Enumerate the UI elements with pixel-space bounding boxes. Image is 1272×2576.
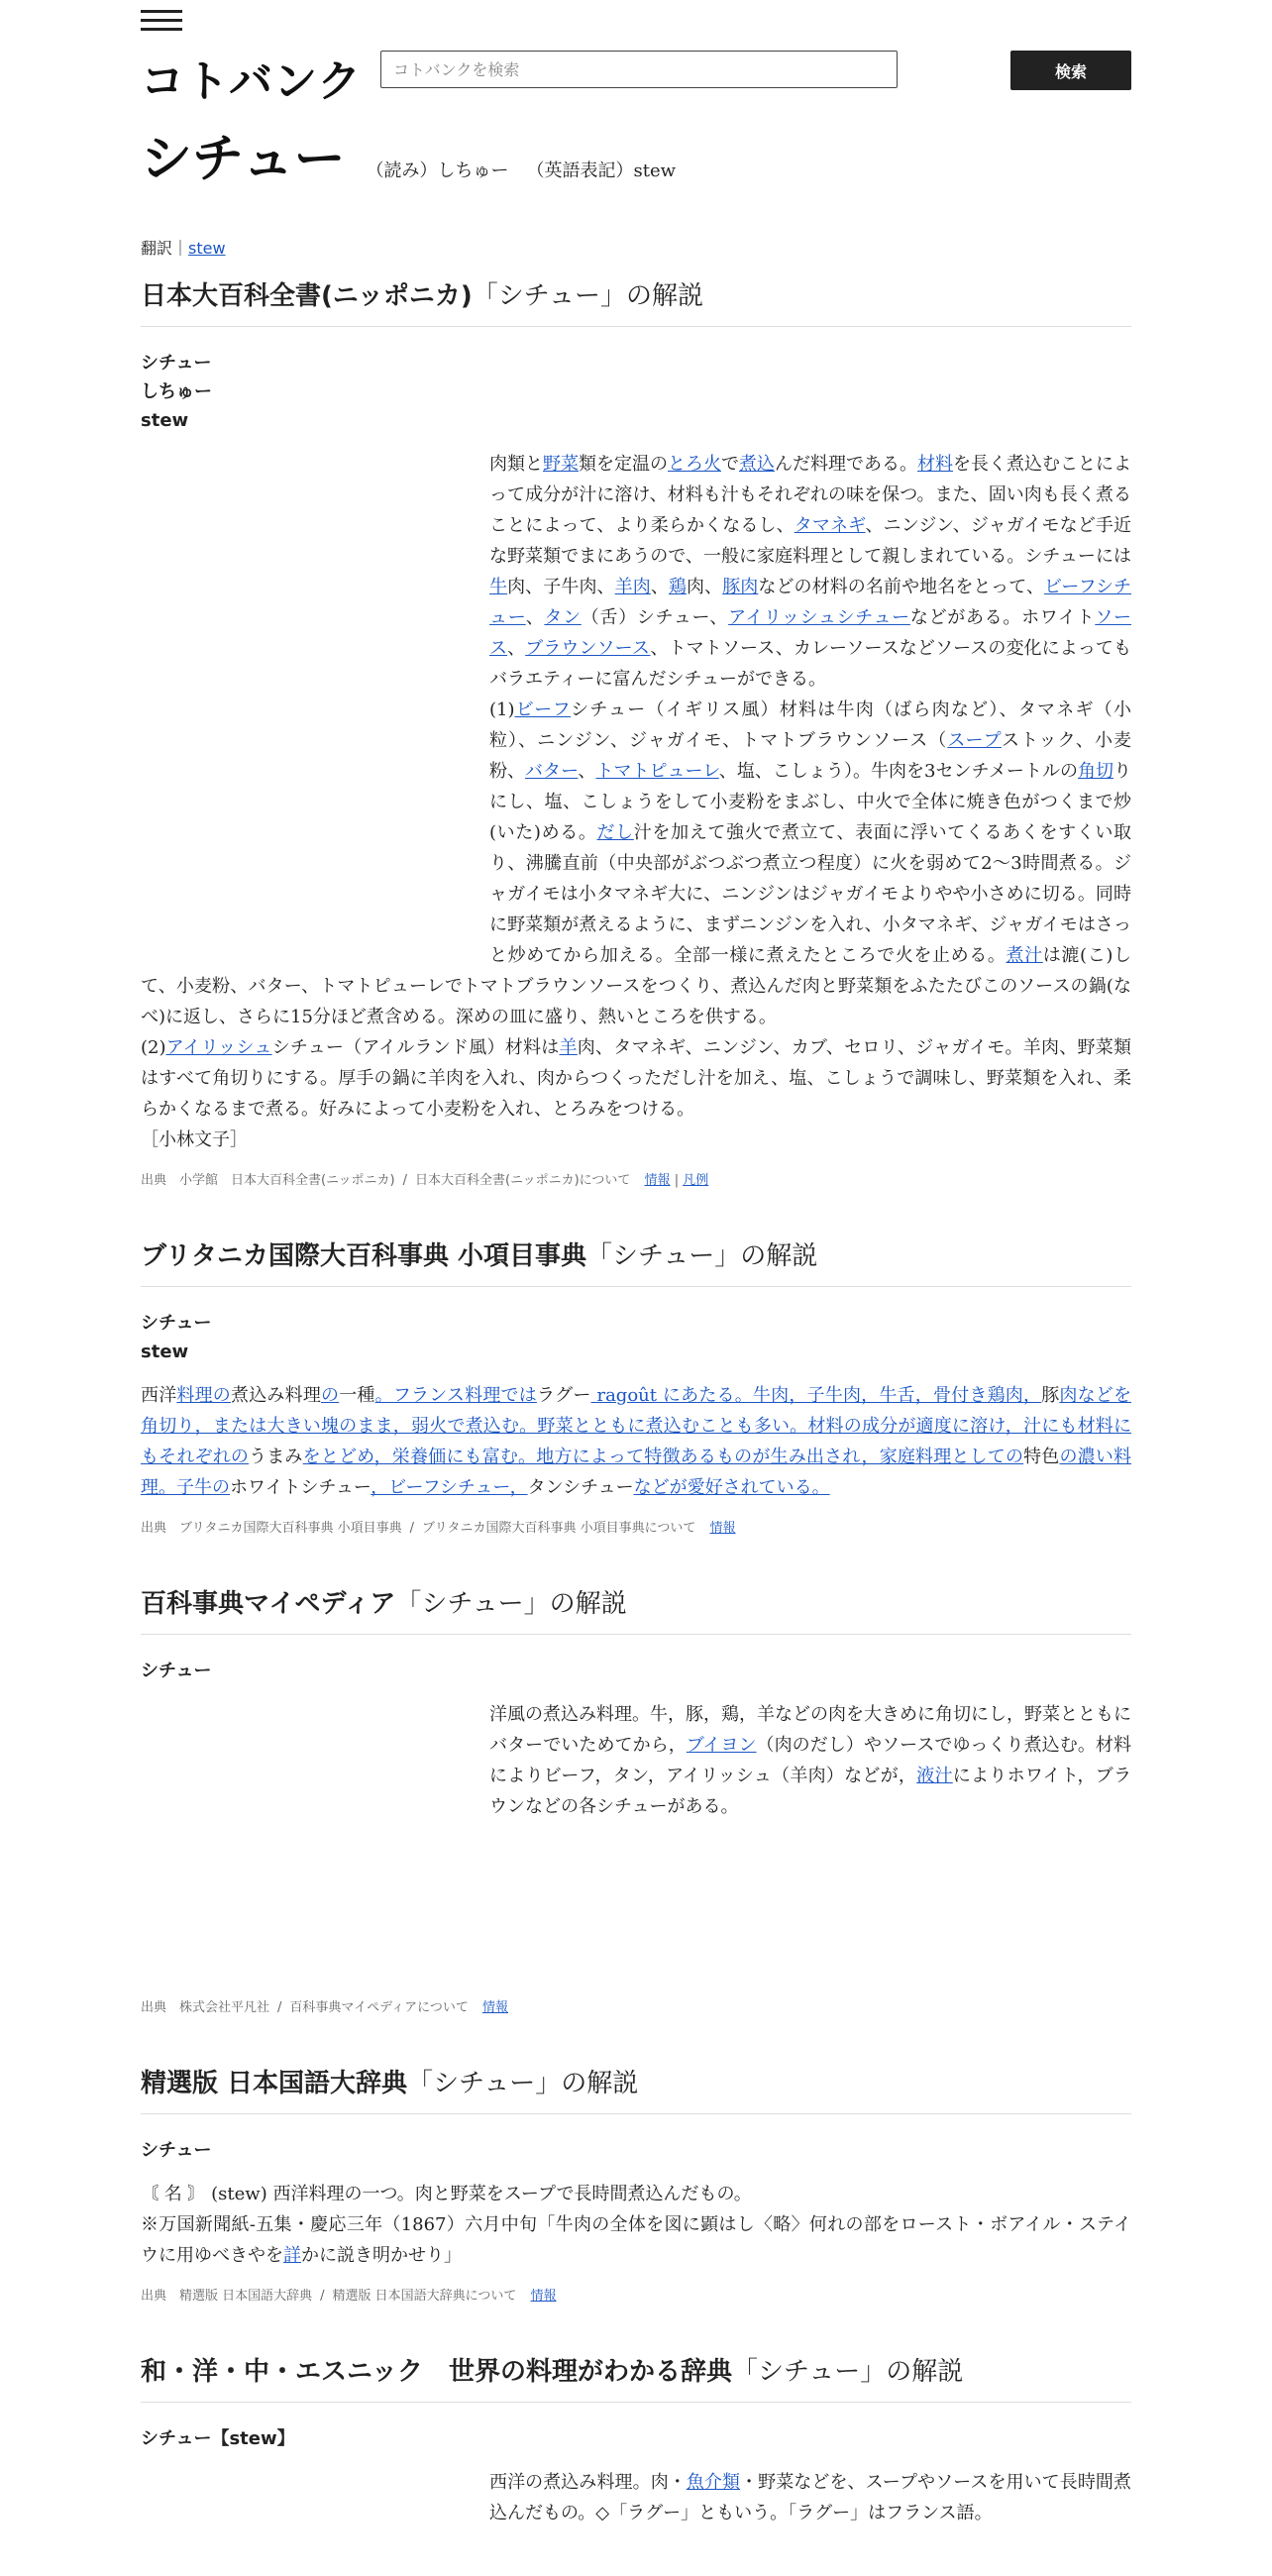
text-run: 西洋 [141,1385,177,1406]
section-heading [141,1235,1131,1287]
text-run: 西洋の煮込み料理。肉・ [489,2472,687,2493]
term-link[interactable]: 料理の [176,1385,232,1406]
entry-head: シチュー【stew】 [141,2428,295,2449]
term-link[interactable]: だし [596,822,634,843]
section-mypedia [141,1583,1131,2015]
term-link[interactable]: の濃い料理。子牛の [141,1447,1132,1498]
text-run: (2) [141,1037,166,1058]
entry-head: シチュー [141,353,212,374]
entry-body [141,1699,1131,1822]
text-run: （肉のだし）やソースでゆっくり煮込む。材料によりビーフ，タン，アイリッシュ（羊肉）などが， [489,1735,1131,1786]
term-link[interactable]: ragoût にあたる。牛肉，子牛肉，牛舌，骨付き鶏肉， [590,1385,1042,1406]
menu-icon[interactable] [141,10,182,32]
info-link[interactable]: 情報 [644,1173,671,1188]
title-row [141,117,693,191]
entry-body [141,2179,1131,2271]
text-run: かに説き明かせり」 [301,2245,462,2266]
info-link[interactable]: 情報 [530,2289,557,2304]
ad-space [141,449,489,964]
reading-kana: （読み）しちゅー [366,161,509,181]
text-run: ラグー [536,1385,591,1406]
entry-body [141,1380,1131,1503]
text-run: などの材料の名前や地名をとって、 [758,577,1045,597]
term-link[interactable]: ビーフ [514,699,572,720]
section-kokugo [141,2063,1131,2304]
section-dict-name: 和・洋・中・エスニック 世界の料理がわかる辞典 [141,2357,732,2387]
source-name: 出典 精選版 日本国語大辞典 [141,2289,313,2304]
text-run: 豚 [1041,1385,1060,1406]
term-link[interactable]: 羊肉 [614,577,651,597]
term-link[interactable]: 羊 [559,1037,578,1058]
search-input[interactable] [380,51,898,88]
section-heading [141,2351,1131,2403]
author: ［小林文子］ [141,1129,248,1150]
text-run: タンシチュー [527,1477,634,1498]
source-about: 精選版 日本国語大辞典について [332,2289,517,2304]
entry-head-english: stew [141,410,189,431]
source-about: 日本大百科全書(ニッポニカ)について [415,1173,631,1188]
text-run: ・野菜などを、スープやソースを用いて長時間煮込んだもの。◇「ラグー」ともいう。「ラグー」はフランス語。 [489,2472,1131,2523]
entry-heads [141,1657,1131,1685]
term-link[interactable]: とろ火 [668,454,721,475]
entry-heads [141,2424,1131,2453]
term-link[interactable]: 野菜 [543,454,579,475]
separator: | [674,1173,680,1188]
term-link[interactable]: 詳 [283,2245,301,2266]
info-link[interactable]: 情報 [709,1521,736,1536]
ad-space [141,2467,489,2546]
section-dict-name: ブリタニカ国際大百科事典 小項目事典 [141,1241,587,1271]
term-link[interactable]: 液汁 [916,1766,953,1786]
translate-link[interactable]: stew [188,239,226,258]
section-world-cuisine [141,2351,1131,2528]
english-notation: （英語表記）stew [526,161,677,181]
site-logo[interactable]: コトバンク [141,56,363,107]
text-run: を長く煮込むことによって成分が汁に溶け、材料も汁もそれぞれの味を保つ。また、固い肉も長く煮ることによって、より柔らかくなるし、 [489,454,1131,536]
text-run: 、 [525,607,545,628]
term-link[interactable]: ，ビーフシチュー， [371,1477,528,1498]
source-line: 出典 小学館 日本大百科全書(ニッポニカ) / 日本大百科全書(ニッポニカ)について 情報 | 凡例 [141,1173,709,1188]
entry-head-reading: しちゅー [141,381,212,402]
term-link[interactable]: アイリッシュ [165,1037,272,1058]
text-run: 肉、 [687,577,723,597]
source-line: 出典 株式会社平凡社 / 百科事典マイペディアについて 情報 [141,2000,509,2015]
term-link[interactable]: ソース [489,607,1132,659]
text-run: 、 [507,638,526,659]
example-link[interactable]: 凡例 [683,1173,709,1188]
section-heading [141,2063,1131,2114]
text-run: 類を定温の [579,454,668,475]
text-run: (1) [489,699,515,720]
text-run: ホワイトシチュー [230,1477,371,1498]
term-link[interactable]: ビーフシチュー [489,577,1132,628]
section-dict-name: 日本大百科全書(ニッポニカ) [141,281,473,311]
text-run: 洋風の煮込み料理。牛，豚，鶏，羊などの肉を大きめに角切にし，野菜とともにバターでいためてから， [489,1704,1131,1756]
term-link[interactable]: 魚介類 [686,2472,741,2493]
term-link[interactable]: の [321,1385,340,1406]
term-link[interactable]: タマネギ [794,515,866,536]
source-name: 出典 株式会社平凡社 [141,2000,270,2015]
entry-heads [141,2136,1131,2165]
text-run: 肉、子牛肉、 [507,577,615,597]
section-suffix: 「シチュー」の解説 [731,2357,964,2387]
term-link[interactable]: 牛 [489,577,508,597]
text-run: 、ニンジン、ジャガイモなど手近な野菜類でまにあうので、一般に家庭料理として親しまれている。シチューには [489,515,1131,567]
section-heading [141,1583,1131,1635]
section-suffix: 「シチュー」の解説 [586,1241,818,1271]
term-link[interactable]: バター [525,761,579,782]
term-link[interactable]: ブイヨン [686,1735,757,1756]
text-run: で [721,454,739,475]
search-button[interactable]: 検索 [1010,51,1131,90]
entry-body [141,2467,1131,2528]
section-suffix: 「シチュー」の解説 [407,2069,639,2098]
source-line: 出典 精選版 日本国語大辞典 / 精選版 日本国語大辞典について 情報 [141,2289,557,2304]
entry-heads [141,1309,1131,1366]
text-run: シチュー（イギリス風）材料は牛肉（ばら肉など）、タマネギ（小粒）、ニンジン、ジャガイモ、トマトブラウンソース（ [489,699,1131,751]
text-run: りにし、塩、こしょうをして小麦粉をまぶし、中火で全体に焼き色がつくまで炒(いた)める。 [489,761,1132,843]
term-link[interactable]: アイリッシュシチュー [728,607,910,628]
paragraph [141,1032,1131,1125]
term-link[interactable]: 鶏 [668,577,687,597]
section-dict-name: 精選版 日本国語大辞典 [141,2069,408,2098]
text-run: （舌）シチュー、 [581,607,729,628]
translate-label: 翻訳｜ [141,239,189,258]
term-link[interactable]: などが愛好されている。 [633,1477,830,1498]
text-run: 、トマトソース、カレーソースなどソースの変化によってもバラエティーに富んだシチューができる。 [489,638,1132,690]
section-britannica [141,1235,1131,1536]
source-line: 出典 ブリタニカ国際大百科事典 小項目事典 / ブリタニカ国際大百科事典 小項目事典について 情報 [141,1521,736,1536]
paragraph [141,2209,1131,2271]
section-suffix: 「シチュー」の解説 [395,1589,627,1619]
text-run: 、 [650,577,669,597]
text-run: 、塩、こしょう）。牛肉を3センチメートルの [718,761,1078,782]
info-link[interactable]: 情報 [482,2000,509,2015]
text-run: によりホワイト，ブラウンなどの各シチューがある。 [489,1766,1132,1817]
term-link[interactable]: 材料 [917,454,953,475]
text-run: などがある。ホワイト [909,607,1096,628]
section-suffix: 「シチュー」の解説 [472,281,703,311]
content [141,275,1131,2576]
entry-head: シチュー [141,1313,212,1334]
text-run: 特色 [1023,1447,1060,1467]
text-run: 肉、タマネギ、ニンジン、カブ、セロリ、ジャガイモ。羊肉、野菜類はすべて角切りにする。厚手の鍋に羊肉を入れ、肉からつくっただし汁を加え、塩、こしょうで調味し、野菜類を入れ、柔らかくなるまで煮る。好みによって小麦粉を入れ、とろみをつける。 [141,1037,1131,1120]
entry-body [141,449,1131,1155]
page-title: シチュー [141,130,346,189]
text-run: 汁を加えて強火で煮立て、表面に浮いてくるあくをすくい取り、沸騰直前（中央部がぶつぶつ煮立つ程度）に火を弱めて2～3時間煮る。ジャガイモは小タマネギ大に、ニンジンはジャガイモよりやや小さめに切る。同時に野菜類が煮えるように、まずニンジンを入れ、小タマネギ、ジャガイモはさっと炒めてから加える。全部一様に煮えたところで火を止める。 [489,822,1132,966]
term-link[interactable]: をとどめ，栄養価にも富む。地方によって特徴あるものが生み出され，家庭料理としての [302,1447,1024,1467]
paragraph: 〘 名 〙 (stew) 西洋料理の一つ。肉と野菜をスープで長時間煮込んだもの。 [141,2184,752,2204]
text-run: 肉類と [489,454,543,475]
term-link[interactable]: 豚肉 [722,577,759,597]
source-about: ブリタニカ国際大百科事典 小項目事典について [422,1521,696,1536]
term-link[interactable]: 肉などを角切り，または大きい塊のまま，弱火で煮込む。野菜とともに煮込むことも多い。材料の成分が適度に溶け，汁にも材料にもそれぞれの [141,1385,1131,1467]
section-heading [141,275,1131,327]
text-run: 煮込み料理 [231,1385,322,1406]
term-link[interactable]: 煮汁 [1006,945,1043,966]
text-run: んだ料理である。 [775,454,917,475]
text-run: は漉(こ)して、小麦粉、バター、トマトピューレでトマトブラウンソースをつくり、煮込んだ肉と野菜類をふたたびこのソースの鍋(なべ)に返し、さらに15分ほど煮含める。深めの皿に盛り、熱いところを供する。 [141,945,1132,1027]
term-link[interactable]: トマトピューレ [595,761,719,782]
term-link[interactable]: 角切 [1077,761,1114,782]
text-run: ストック、小麦粉、 [489,730,1131,782]
term-link[interactable]: 。フランス料理では [374,1385,537,1406]
translate-row [141,236,226,259]
entry-head-english: stew [141,1342,189,1362]
reading-info [367,161,694,181]
paragraph [141,1380,1131,1503]
term-link[interactable]: スープ [947,730,1002,751]
entry-head: シチュー [141,1661,212,1681]
entry-heads [141,349,1131,435]
source-about: 百科事典マイペディアについて [289,2000,469,2015]
text-run: 一種 [339,1385,375,1406]
source-name: 出典 ブリタニカ国際大百科事典 小項目事典 [141,1521,402,1536]
text-run: ※万国新聞紙-五集・慶応三年（1867）六月中旬「牛肉の全体を図に顕はし〈略〉何れの部をロースト・ボアイル・ステイウに用ゆべきやを [141,2214,1131,2266]
text-run: うまみ [249,1447,303,1467]
ad-space [141,1699,489,1996]
term-link[interactable]: 煮込 [739,454,775,475]
section-nipponica [141,275,1131,1188]
term-link[interactable]: ブラウンソース [525,638,651,659]
section-dict-name: 百科事典マイペディア [141,1589,396,1619]
text-run: シチュー（アイルランド風）材料は [271,1037,560,1058]
text-run: 、 [578,761,596,782]
source-name: 出典 小学館 日本大百科全書(ニッポニカ) [141,1173,395,1188]
term-link[interactable]: タン [544,607,582,628]
entry-head: シチュー [141,2140,212,2161]
